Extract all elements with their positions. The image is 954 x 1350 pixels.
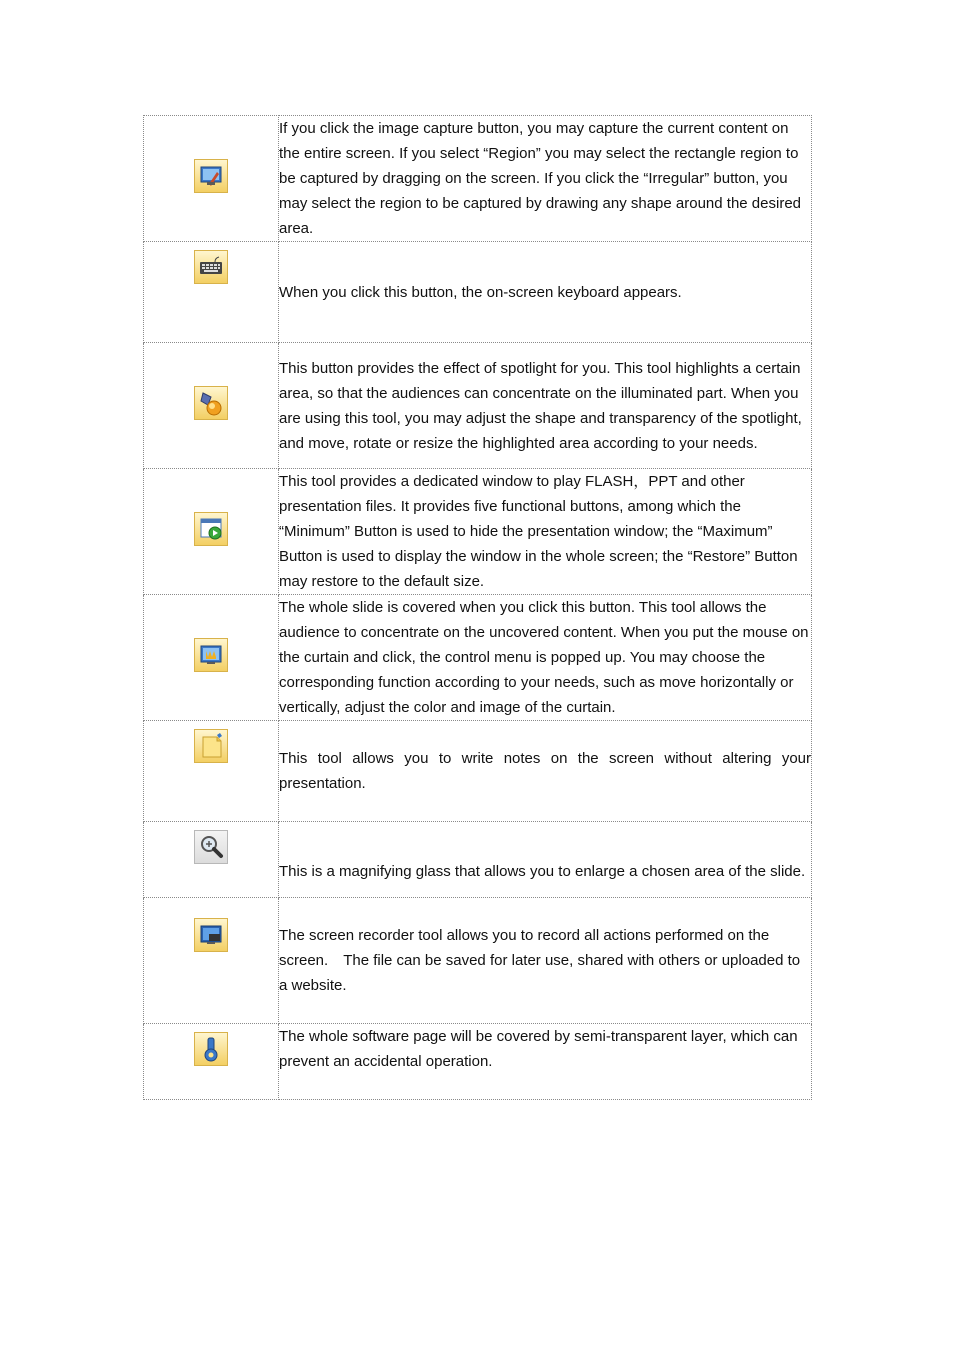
keyboard-icon — [194, 250, 228, 284]
icon-cell — [144, 595, 279, 721]
icon-cell — [144, 1024, 279, 1100]
screen-capture-icon — [194, 159, 228, 193]
screen-lock-icon — [194, 1032, 228, 1066]
icon-cell — [144, 116, 279, 242]
magnifier-icon — [194, 830, 228, 864]
icon-cell — [144, 343, 279, 469]
table-row — [144, 822, 812, 898]
table-row — [144, 469, 812, 595]
description: This tool allows you to write notes on the screen without altering your presentation. — [279, 721, 812, 822]
presentation-player-icon — [194, 512, 228, 546]
icon-cell — [144, 469, 279, 595]
icon-cell — [144, 898, 279, 1024]
spotlight-icon — [194, 386, 228, 420]
table-row — [144, 721, 812, 822]
icon-cell — [144, 721, 279, 822]
screen-recorder-icon — [194, 918, 228, 952]
description: When you click this button, the on-screen keyboard appears. — [279, 242, 812, 343]
table-row — [144, 343, 812, 469]
table-row — [144, 242, 812, 343]
description: The whole slide is covered when you click this button. This tool allows the audience to concentrate on the uncovered content. When you put the mouse on the curtain and click, the control menu is popped up. You may choose the corresponding function according to your needs, such as move horizontally or vertically, adjust the color and image of the curtain. — [279, 595, 812, 721]
notes-icon — [194, 729, 228, 763]
description: This is a magnifying glass that allows you to enlarge a chosen area of the slide. — [279, 822, 812, 898]
description: This button provides the effect of spotlight for you. This tool highlights a certain area, so that the audiences can concentrate on the illuminated part. When you are using this tool, you may adjust the shape and transparency of the spotlight, and move, rotate or resize the highlighted area according to your needs. — [279, 343, 812, 469]
tools-table — [143, 115, 812, 1100]
table-row — [144, 898, 812, 1024]
curtain-icon — [194, 638, 228, 672]
description: This tool provides a dedicated window to play FLASH，PPT and other presentation files. It provides five functional buttons, among which the “Minimum” Button is used to hide the presentation window; the “Maximum” Button is used to display the window in the whole screen; the “Restore” Button may restore to the default size. — [279, 469, 812, 595]
table-row — [144, 1024, 812, 1100]
table-row — [144, 595, 812, 721]
icon-cell — [144, 242, 279, 343]
icon-cell — [144, 822, 279, 898]
description: If you click the image capture button, you may capture the current content on the entire screen. If you select “Region” you may select the rectangle region to be captured by dragging on the screen. If you click the “Irregular” button, you may select the region to be captured by drawing any shape around the desired area. — [279, 116, 812, 242]
table-row — [144, 116, 812, 242]
description: The screen recorder tool allows you to record all actions performed on the screen. The file can be saved for later use, shared with others or uploaded to a website. — [279, 898, 812, 1024]
description: The whole software page will be covered by semi-transparent layer, which can prevent an accidental operation. — [279, 1024, 812, 1100]
